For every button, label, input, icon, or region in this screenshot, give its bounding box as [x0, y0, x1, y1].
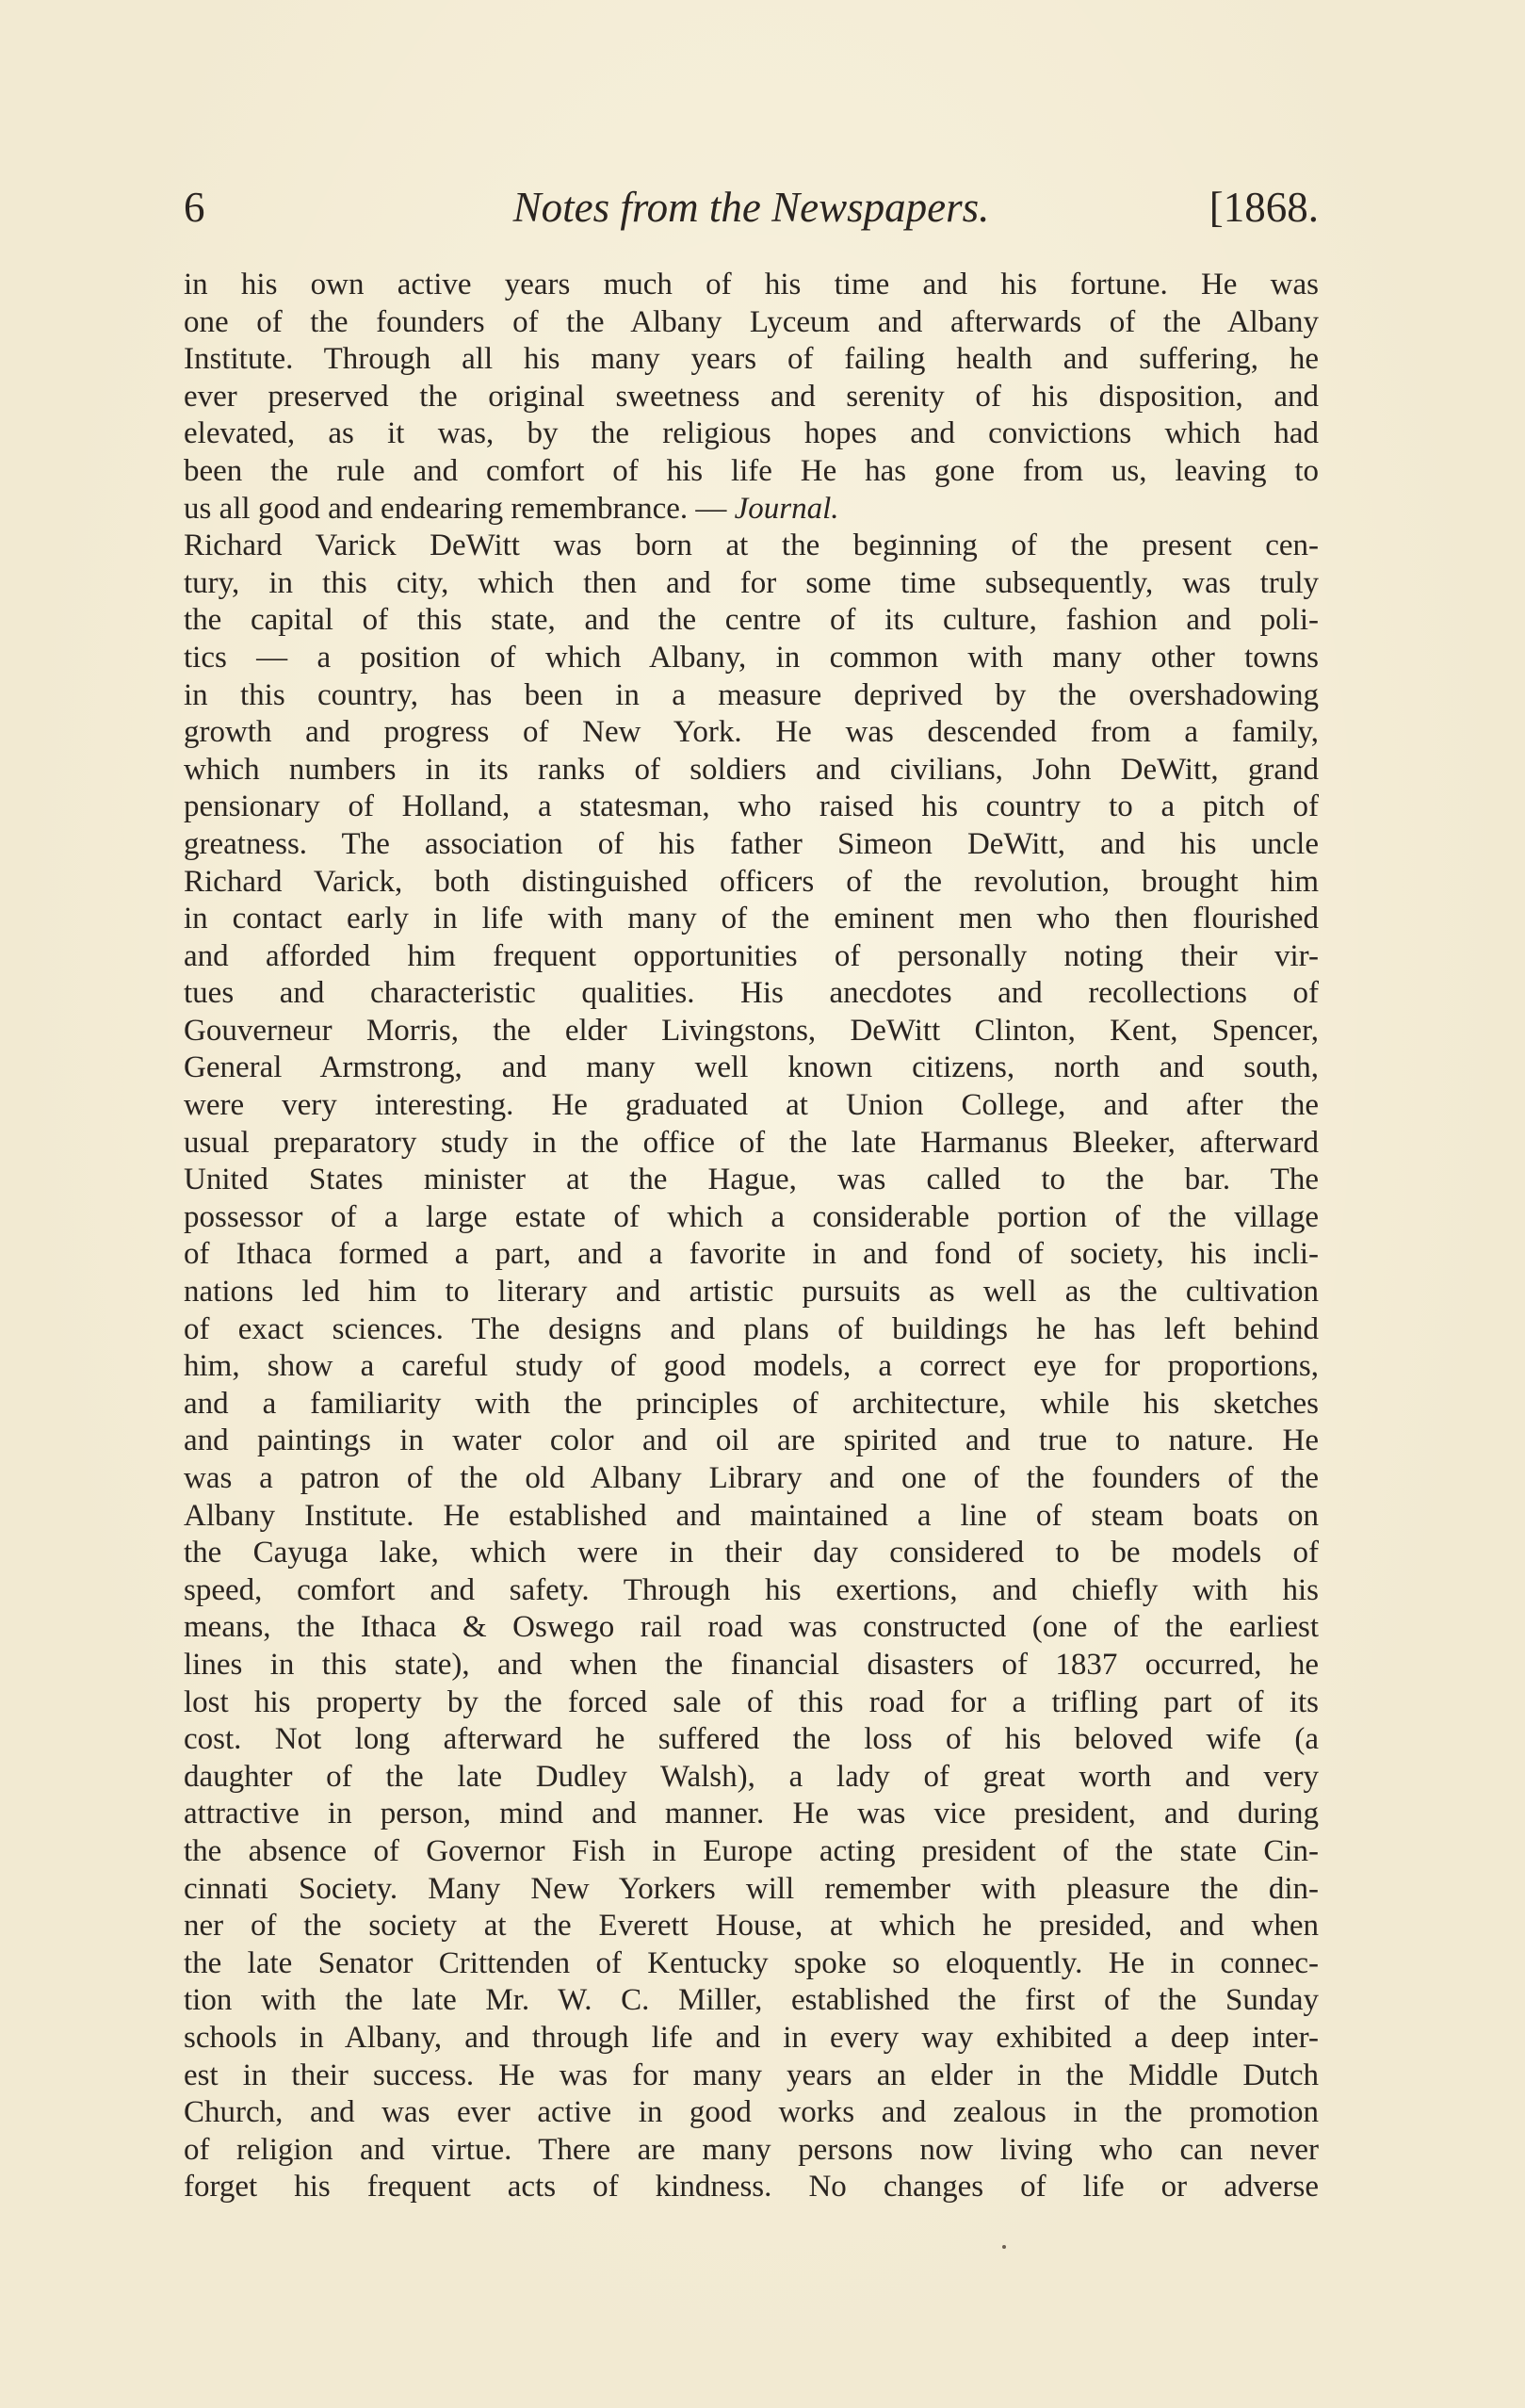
header-year: [1868. — [1209, 184, 1319, 231]
text-line: of Ithaca formed a part, and a favorite in and fond of society, his incli- — [184, 1237, 1319, 1272]
text-line: usual preparatory study in the office of the late Harmanus Bleeker, afterward — [184, 1125, 1319, 1160]
text-line: elevated, as it was, by the religious hopes and convictions which had — [184, 416, 1319, 451]
text-line: possessor of a large estate of which a considerable portion of the village — [184, 1199, 1319, 1234]
text-line: General Armstrong, and many well known citizens, north and south, — [184, 1050, 1319, 1085]
text-line: attractive in person, mind and manner. He was vice president, and during — [184, 1797, 1319, 1831]
text-line: ever preserved the original sweetness and serenity of his disposition, and — [184, 379, 1319, 414]
text-line: were very interesting. He graduated at Union College, and after the — [184, 1088, 1319, 1123]
text-line: Richard Varick, both distinguished officers of the revolution, brought him — [184, 864, 1319, 899]
text-line: schools in Albany, and through life and in every way exhibited a deep inter- — [184, 2020, 1319, 2055]
text-line: daughter of the late Dudley Walsh), a lady of great worth and very — [184, 1759, 1319, 1794]
text-line: and a familiarity with the principles of architecture, while his sketches — [184, 1386, 1319, 1421]
text-line: greatness. The association of his father Simeon DeWitt, and his uncle — [184, 826, 1319, 861]
text-line: est in their success. He was for many years an elder in the Middle Dutch — [184, 2058, 1319, 2092]
text-line: of exact sciences. The designs and plans of buildings he has left behind — [184, 1311, 1319, 1346]
text-line: the late Senator Crittenden of Kentucky spoke so eloquently. He in connec- — [184, 1945, 1319, 1980]
text-line: the capital of this state, and the centre of its culture, fashion and poli- — [184, 603, 1319, 638]
text-line: Church, and was ever active in good works and zealous in the promotion — [184, 2095, 1319, 2130]
text-line: cost. Not long afterward he suffered the loss of his beloved wife (a — [184, 1722, 1319, 1757]
text-line: was a patron of the old Albany Library and one of the founders of the — [184, 1461, 1319, 1495]
page-header — [184, 179, 1319, 236]
text-line: tion with the late Mr. W. C. Miller, established the first of the Sunday — [184, 1983, 1319, 2018]
text-line: nations led him to literary and artistic pursuits as well as the cultivation — [184, 1275, 1319, 1310]
text-line: cinnati Society. Many New Yorkers will remember with pleasure the din- — [184, 1871, 1319, 1906]
text-line: in contact early in life with many of the eminent men who then flourished — [184, 902, 1319, 936]
text-line: United States minister at the Hague, was called to the bar. The — [184, 1163, 1319, 1197]
text-line: Albany Institute. He established and maintained a line of steam boats on — [184, 1498, 1319, 1533]
page-number: 6 — [184, 184, 205, 231]
closing-text: us all good and endearing remembrance. — — [184, 491, 735, 526]
text-line: means, the Ithaca & Oswego rail road was constructed (one of the earliest — [184, 1610, 1319, 1645]
text-line: of religion and virtue. There are many persons now living who can never — [184, 2132, 1319, 2167]
text-line: lines in this state), and when the financial disasters of 1837 occurred, he — [184, 1647, 1319, 1682]
text-line: Richard Varick DeWitt was born at the beginning of the present cen- — [184, 529, 1319, 563]
ink-speck — [1002, 2245, 1006, 2249]
text-line: in his own active years much of his time and his fortune. He was — [184, 268, 1319, 301]
text-line: Institute. Through all his many years of failing health and suffering, he — [184, 342, 1319, 377]
running-title: Notes from the Newspapers. — [512, 184, 990, 231]
text-line: ner of the society at the Everett House, at which he presided, and when — [184, 1909, 1319, 1944]
text-line: which numbers in its ranks of soldiers and civilians, John DeWitt, grand — [184, 752, 1319, 787]
paragraph-1 — [184, 267, 1319, 528]
text-line — [184, 491, 1319, 529]
text-line: tics — a position of which Albany, in common with many other towns — [184, 640, 1319, 675]
paragraph-2 — [184, 528, 1319, 2206]
text-line: and afforded him frequent opportunities of personally noting their vir- — [184, 938, 1319, 973]
text-line: Gouverneur Morris, the elder Livingstons, DeWitt Clinton, Kent, Spencer, — [184, 1013, 1319, 1048]
text-line: him, show a careful study of good models, a correct eye for proportions, — [184, 1349, 1319, 1384]
text-line: been the rule and comfort of his life He has gone from us, leaving to — [184, 453, 1319, 488]
text-line: pensionary of Holland, a statesman, who raised his country to a pitch of — [184, 789, 1319, 824]
text-line: in this country, has been in a measure deprived by the overshadowing — [184, 677, 1319, 712]
text-line: tues and characteristic qualities. His anecdotes and recollections of — [184, 976, 1319, 1011]
source-attribution: Journal. — [734, 491, 839, 526]
text-line: and paintings in water color and oil are spirited and true to nature. He — [184, 1424, 1319, 1458]
body-text — [184, 267, 1319, 2206]
text-line: speed, comfort and safety. Through his exertions, and chiefly with his — [184, 1572, 1319, 1607]
text-line: forget his frequent acts of kindness. No changes of life or adverse — [184, 2170, 1319, 2205]
text-line: tury, in this city, which then and for some time subsequently, was truly — [184, 565, 1319, 600]
text-line: the Cayuga lake, which were in their day considered to be models of — [184, 1536, 1319, 1570]
text-line: growth and progress of New York. He was descended from a family, — [184, 715, 1319, 750]
text-line: lost his property by the forced sale of this road for a trifling part of its — [184, 1684, 1319, 1719]
text-line: the absence of Governor Fish in Europe acting president of the state Cin- — [184, 1833, 1319, 1868]
text-line: one of the founders of the Albany Lyceum and afterwards of the Albany — [184, 304, 1319, 339]
